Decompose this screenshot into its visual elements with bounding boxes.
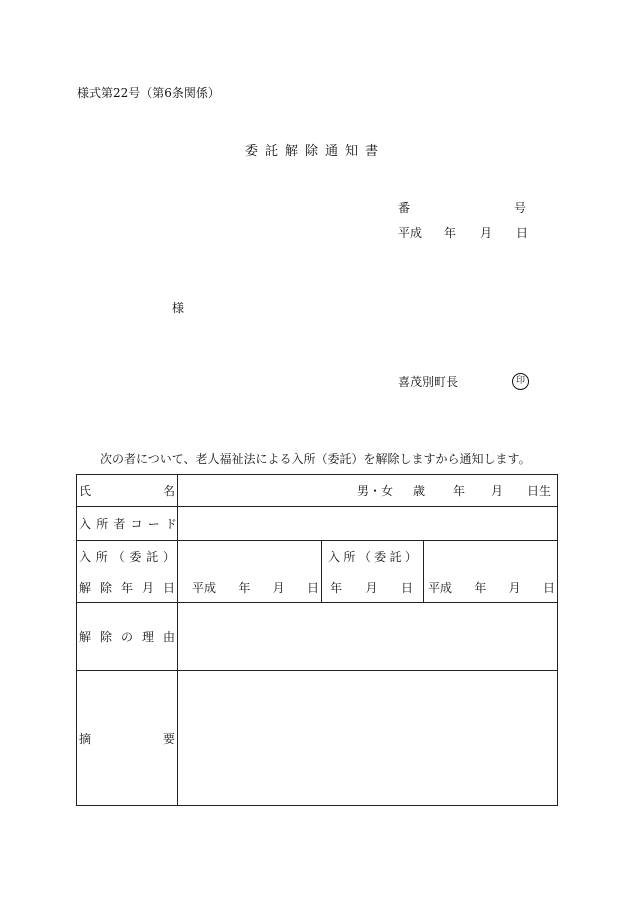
reason-label	[77, 628, 177, 645]
rs-5: 由	[162, 630, 175, 644]
mayor-title: 喜茂別町長	[398, 375, 459, 389]
rs-4: 理	[141, 630, 154, 644]
number-label: 番	[398, 201, 411, 215]
cd2-3: 年	[120, 580, 133, 595]
birth-month-unit: 月	[491, 484, 504, 498]
rs-3: の	[120, 630, 133, 644]
birth-year-unit: 年	[452, 484, 465, 498]
admission-year: 年	[330, 580, 343, 595]
name-label-cell	[77, 475, 178, 507]
resident-code-label	[77, 515, 177, 532]
sm-1: 摘	[79, 731, 92, 746]
reason-label-cell	[77, 603, 178, 671]
cancel-date-row	[77, 541, 558, 603]
number-suffix: 号	[514, 201, 527, 215]
cancel-date-label-1	[77, 548, 177, 565]
cancel-date-month: 月	[272, 581, 285, 595]
cd2-2: 除	[99, 580, 112, 595]
ad-3: （	[358, 549, 371, 564]
date-era: 平成	[398, 226, 423, 240]
cd1-6: ）	[162, 549, 175, 564]
admission-date-value-cell[interactable]	[424, 541, 558, 603]
ad-6: ）	[404, 549, 417, 564]
cancel-date-year: 年	[238, 581, 251, 595]
reason-row	[77, 603, 558, 671]
sm-2: 要	[162, 731, 175, 746]
cd1-2: 所	[95, 549, 108, 564]
summary-value-cell[interactable]	[178, 671, 558, 806]
cd2-1: 解	[79, 580, 92, 595]
date-day: 日	[516, 226, 529, 240]
admission-date-month: 月	[508, 581, 521, 595]
resident-code-label-cell	[77, 507, 178, 541]
rc-3: 者	[113, 517, 126, 531]
title-text: 委託解除通知書	[244, 144, 385, 159]
cancel-date-day: 日	[306, 581, 319, 595]
seal-mark: 印	[512, 373, 529, 390]
cd2-5: 日	[162, 580, 175, 595]
name-label-2: 名	[162, 484, 175, 498]
date-year: 年	[444, 226, 457, 240]
name-row	[77, 475, 558, 507]
name-value-cell[interactable]	[178, 475, 558, 507]
rc-6: ド	[164, 517, 177, 531]
cd1-5: 託	[146, 549, 159, 564]
rc-1: 入	[79, 517, 92, 531]
addressee-honorific: 様	[172, 301, 185, 315]
document-title	[0, 140, 630, 159]
summary-label	[77, 730, 177, 747]
resident-code-value-cell[interactable]	[178, 507, 558, 541]
sex-choice[interactable]: 男・女	[356, 484, 393, 498]
admission-label	[322, 548, 423, 565]
resident-code-row	[77, 507, 558, 541]
ad-4: 委	[374, 549, 387, 564]
form-number: 様式第22号（第6条関係）	[77, 86, 220, 100]
rc-5: ー	[147, 517, 160, 531]
admission-date-cell[interactable]	[322, 541, 424, 603]
ad-1: 入	[328, 549, 341, 564]
name-label-1: 氏	[79, 484, 92, 498]
cd1-4: 委	[129, 549, 142, 564]
age-unit: 歳	[412, 484, 425, 498]
summary-row	[77, 671, 558, 806]
cancel-date-label-cell	[77, 541, 178, 603]
cancel-date-era: 平成	[192, 581, 217, 595]
ad-2: 所	[343, 549, 356, 564]
cancel-date-label-2	[77, 579, 177, 596]
notice-form-table	[76, 474, 558, 806]
admission-date-year: 年	[474, 581, 487, 595]
reason-value-cell[interactable]	[178, 603, 558, 671]
cd1-1: 入	[79, 549, 92, 564]
admission-month: 月	[365, 580, 378, 595]
rs-2: 除	[99, 630, 112, 644]
intro-text: 次の者について、老人福祉法による入所（委託）を解除しますから通知します。	[100, 452, 531, 466]
cd1-3: （	[112, 549, 125, 564]
birth-day-unit: 日生	[527, 484, 552, 498]
name-label	[77, 482, 177, 499]
cancel-date-value-cell[interactable]	[178, 541, 322, 603]
rc-2: 所	[96, 517, 109, 531]
cd2-4: 月	[141, 580, 154, 595]
rs-1: 解	[79, 630, 92, 644]
rc-4: コ	[130, 517, 143, 531]
admission-date-day: 日	[542, 581, 555, 595]
ad-5: 託	[389, 549, 402, 564]
admission-date-era: 平成	[428, 581, 453, 595]
summary-label-cell	[77, 671, 178, 806]
admission-day: 日	[400, 580, 413, 595]
date-month: 月	[480, 226, 493, 240]
